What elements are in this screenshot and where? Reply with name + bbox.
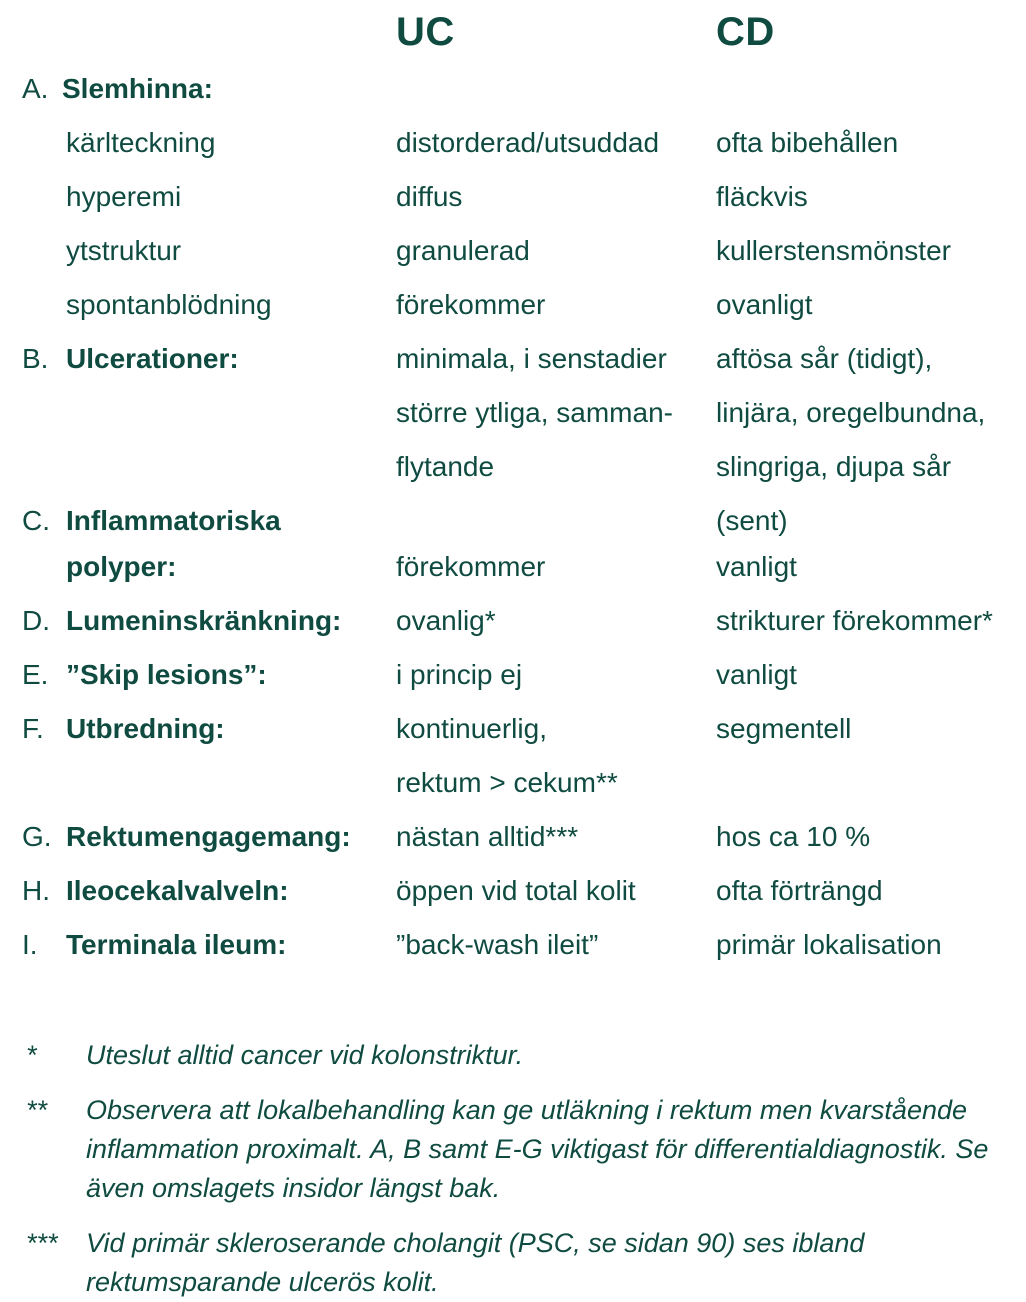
row-letter: B. bbox=[22, 343, 49, 374]
cd-value: strikturer förekommer* bbox=[716, 605, 993, 636]
cd-value: vanligt bbox=[716, 659, 797, 690]
row-letter: I. bbox=[22, 929, 38, 960]
uc-value: nästan alltid*** bbox=[396, 821, 579, 852]
footnote-mark: * bbox=[26, 1040, 37, 1070]
uc-value: öppen vid total kolit bbox=[396, 875, 636, 906]
footnote bbox=[0, 1224, 1026, 1302]
footnote bbox=[0, 1091, 1026, 1208]
row-letter: H. bbox=[22, 875, 50, 906]
footnote-text: Observera att lokalbehandling kan ge utläkning i rektum men kvarstående inflammation proximalt. A, B samt E-G viktigast för differentialdiagnostik. Se även omslagets insidor längst bak. bbox=[86, 1095, 989, 1203]
table-row-continuation bbox=[0, 540, 1026, 594]
table-row bbox=[0, 332, 1026, 386]
table-row bbox=[0, 116, 1026, 170]
table-row bbox=[0, 864, 1026, 918]
uc-value: ”back-wash ileit” bbox=[396, 929, 599, 960]
table-row bbox=[0, 594, 1026, 648]
row-letter: F. bbox=[22, 713, 44, 744]
table-row bbox=[0, 278, 1026, 332]
row-label: hyperemi bbox=[66, 181, 182, 212]
cd-column-header: CD bbox=[716, 10, 775, 54]
footnote bbox=[0, 1036, 1026, 1075]
row-label: Ulcerationer: bbox=[66, 343, 239, 374]
table-row-continuation bbox=[0, 386, 1026, 440]
uc-value: minimala, i senstadier bbox=[396, 343, 667, 374]
row-label: Inflammatoriska bbox=[66, 505, 281, 536]
uc-column-header: UC bbox=[396, 10, 455, 54]
footnote-mark: ** bbox=[26, 1095, 48, 1125]
uc-value: kontinuerlig, bbox=[396, 713, 547, 744]
table-row bbox=[0, 648, 1026, 702]
row-label: spontanblödning bbox=[66, 289, 272, 320]
uc-value: större ytliga, samman- bbox=[396, 397, 673, 428]
uc-value: distorderad/utsuddad bbox=[396, 127, 660, 158]
cd-value: hos ca 10 % bbox=[716, 821, 871, 852]
table-row bbox=[0, 170, 1026, 224]
cd-value: segmentell bbox=[716, 713, 852, 744]
uc-value: förekommer bbox=[396, 551, 546, 582]
row-label: Terminala ileum: bbox=[66, 929, 287, 960]
table-row bbox=[0, 810, 1026, 864]
row-letter: G. bbox=[22, 821, 52, 852]
row-letter: E. bbox=[22, 659, 49, 690]
row-letter: A. bbox=[22, 73, 49, 104]
table-row-continuation bbox=[0, 756, 1026, 810]
row-label: ”Skip lesions”: bbox=[66, 659, 267, 690]
row-label: Rektumengagemang: bbox=[66, 821, 351, 852]
table-row bbox=[0, 918, 1026, 972]
cd-value: primär lokalisation bbox=[716, 929, 942, 960]
row-label: polyper: bbox=[66, 551, 177, 582]
footnotes bbox=[0, 1036, 1026, 1302]
row-letter: D. bbox=[22, 605, 50, 636]
uc-value: i princip ej bbox=[396, 659, 523, 690]
cd-value: fläckvis bbox=[716, 181, 808, 212]
cd-value: ovanligt bbox=[716, 289, 813, 320]
table-row bbox=[0, 702, 1026, 756]
row-letter: C. bbox=[22, 505, 50, 536]
cd-value: aftösa sår (tidigt), bbox=[716, 343, 933, 374]
row-label: ytstruktur bbox=[66, 235, 182, 266]
section-a-heading bbox=[0, 62, 1026, 116]
uc-value: förekommer bbox=[396, 289, 546, 320]
row-label: Slemhinna: bbox=[62, 73, 213, 104]
cd-value: kullerstensmönster bbox=[716, 235, 951, 266]
row-label: Utbredning: bbox=[66, 713, 225, 744]
uc-value: flytande bbox=[396, 451, 495, 482]
cd-value: ofta bibehållen bbox=[716, 127, 899, 158]
row-label: Ileocekalvalveln: bbox=[66, 875, 289, 906]
footnote-text: Vid primär skleroserande cholangit (PSC, se sidan 90) ses ibland rektumsparande ulcerös kolit. bbox=[86, 1228, 865, 1297]
row-label: kärlteckning bbox=[66, 127, 216, 158]
uc-value: granulerad bbox=[396, 235, 530, 266]
cd-value: linjära, oregelbundna, bbox=[716, 397, 986, 428]
cd-value: ofta förträngd bbox=[716, 875, 883, 906]
uc-value: diffus bbox=[396, 181, 463, 212]
footnote-text: Uteslut alltid cancer vid kolonstriktur. bbox=[86, 1040, 524, 1070]
row-label: Lumeninskränkning: bbox=[66, 605, 342, 636]
footnote-mark: *** bbox=[26, 1228, 58, 1258]
uc-value: rektum > cekum** bbox=[396, 767, 618, 798]
uc-value: ovanlig* bbox=[396, 605, 496, 636]
cd-value: slingriga, djupa sår (sent) bbox=[716, 451, 952, 536]
table-row bbox=[0, 224, 1026, 278]
cd-value: vanligt bbox=[716, 551, 797, 582]
